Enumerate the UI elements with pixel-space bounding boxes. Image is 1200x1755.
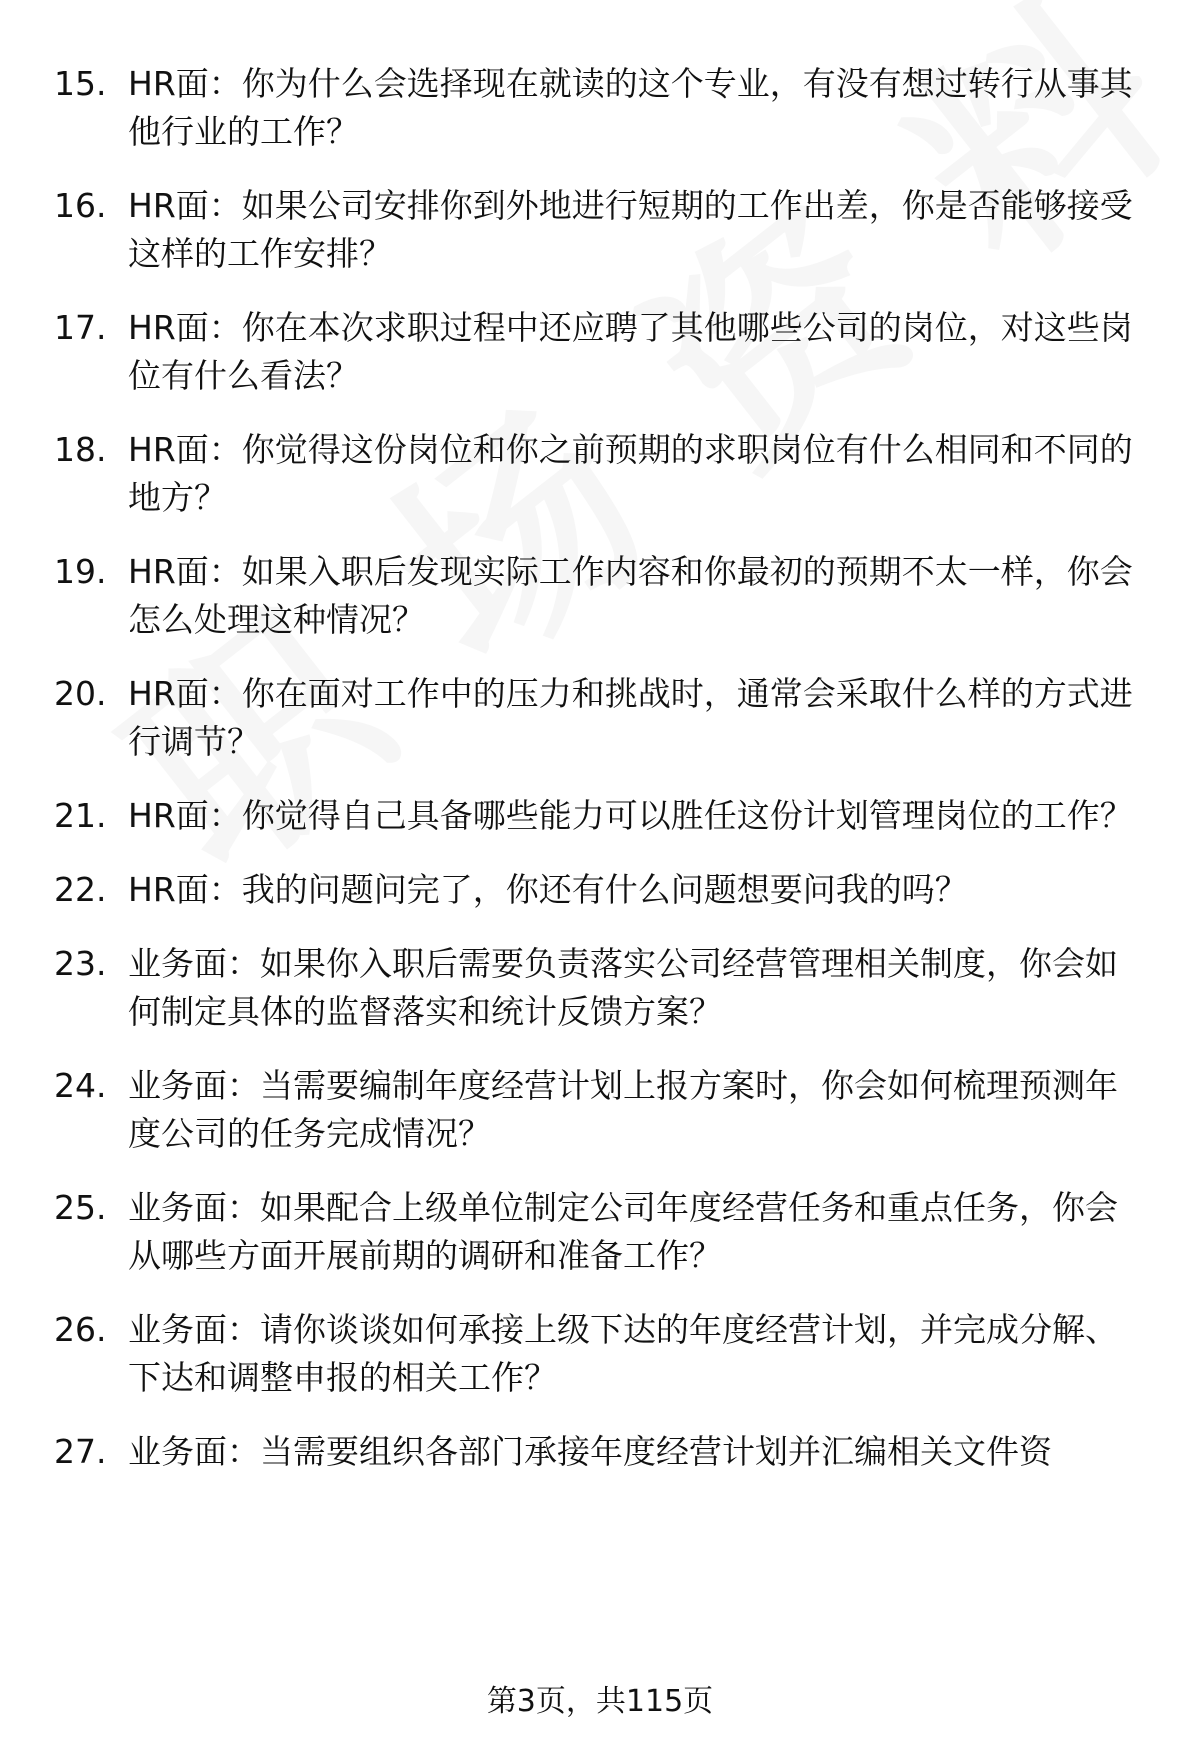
item-text: HR面：如果公司安排你到外地进行短期的工作出差，你是否能够接受这样的工作安排？: [128, 186, 1133, 273]
item-number: 24.: [54, 1066, 107, 1105]
item-text: HR面：你觉得自己具备哪些能力可以胜任这份计划管理岗位的工作？: [128, 796, 1133, 835]
item-number: 18.: [54, 430, 107, 469]
item-number: 25.: [54, 1188, 107, 1227]
item-text: HR面：你在本次求职过程中还应聘了其他哪些公司的岗位，对这些岗位有什么看法？: [128, 308, 1133, 395]
list-item: [0, 426, 1200, 522]
item-number: 21.: [54, 796, 107, 835]
list-item: [0, 670, 1200, 766]
item-text: 业务面：如果你入职后需要负责落实公司经营管理相关制度，你会如何制定具体的监督落实和统计反馈方案？: [128, 944, 1118, 1031]
list-item: [0, 1184, 1200, 1280]
item-number: 22.: [54, 870, 107, 909]
item-number: 15.: [54, 64, 107, 103]
list-item: [0, 548, 1200, 644]
item-text: 业务面：当需要编制年度经营计划上报方案时，你会如何梳理预测年度公司的任务完成情况？: [128, 1066, 1118, 1153]
item-number: 26.: [54, 1310, 107, 1349]
item-number: 16.: [54, 186, 107, 225]
item-number: 27.: [54, 1432, 107, 1471]
page-footer: 第3页，共115页: [486, 1684, 714, 1719]
list-item: [0, 60, 1200, 156]
item-text: 业务面：如果配合上级单位制定公司年度经营任务和重点任务，你会从哪些方面开展前期的调研和准备工作？: [128, 1188, 1118, 1275]
item-number: 17.: [54, 308, 107, 347]
list-item: [0, 940, 1200, 1036]
item-number: 23.: [54, 944, 107, 983]
list-item: [0, 1306, 1200, 1402]
item-number: 19.: [54, 552, 107, 591]
item-text: 业务面：请你谈谈如何承接上级下达的年度经营计划，并完成分解、下达和调整申报的相关工作？: [128, 1310, 1118, 1397]
list-item: [0, 1428, 1200, 1476]
list-item: [0, 866, 1200, 914]
item-text: HR面：我的问题问完了，你还有什么问题想要问我的吗？: [128, 870, 968, 909]
item-text: 业务面：当需要组织各部门承接年度经营计划并汇编相关文件资: [128, 1432, 1052, 1471]
list-item: [0, 182, 1200, 278]
item-number: 20.: [54, 674, 107, 713]
item-text: HR面：如果入职后发现实际工作内容和你最初的预期不太一样，你会怎么处理这种情况？: [128, 552, 1133, 639]
item-text: HR面：你觉得这份岗位和你之前预期的求职岗位有什么相同和不同的地方？: [128, 430, 1133, 517]
list-item: [0, 1062, 1200, 1158]
item-text: HR面：你为什么会选择现在就读的这个专业，有没有想过转行从事其他行业的工作？: [128, 64, 1133, 151]
list-item: [0, 792, 1200, 840]
list-item: [0, 304, 1200, 400]
item-text: HR面：你在面对工作中的压力和挑战时，通常会采取什么样的方式进行调节？: [128, 674, 1133, 761]
